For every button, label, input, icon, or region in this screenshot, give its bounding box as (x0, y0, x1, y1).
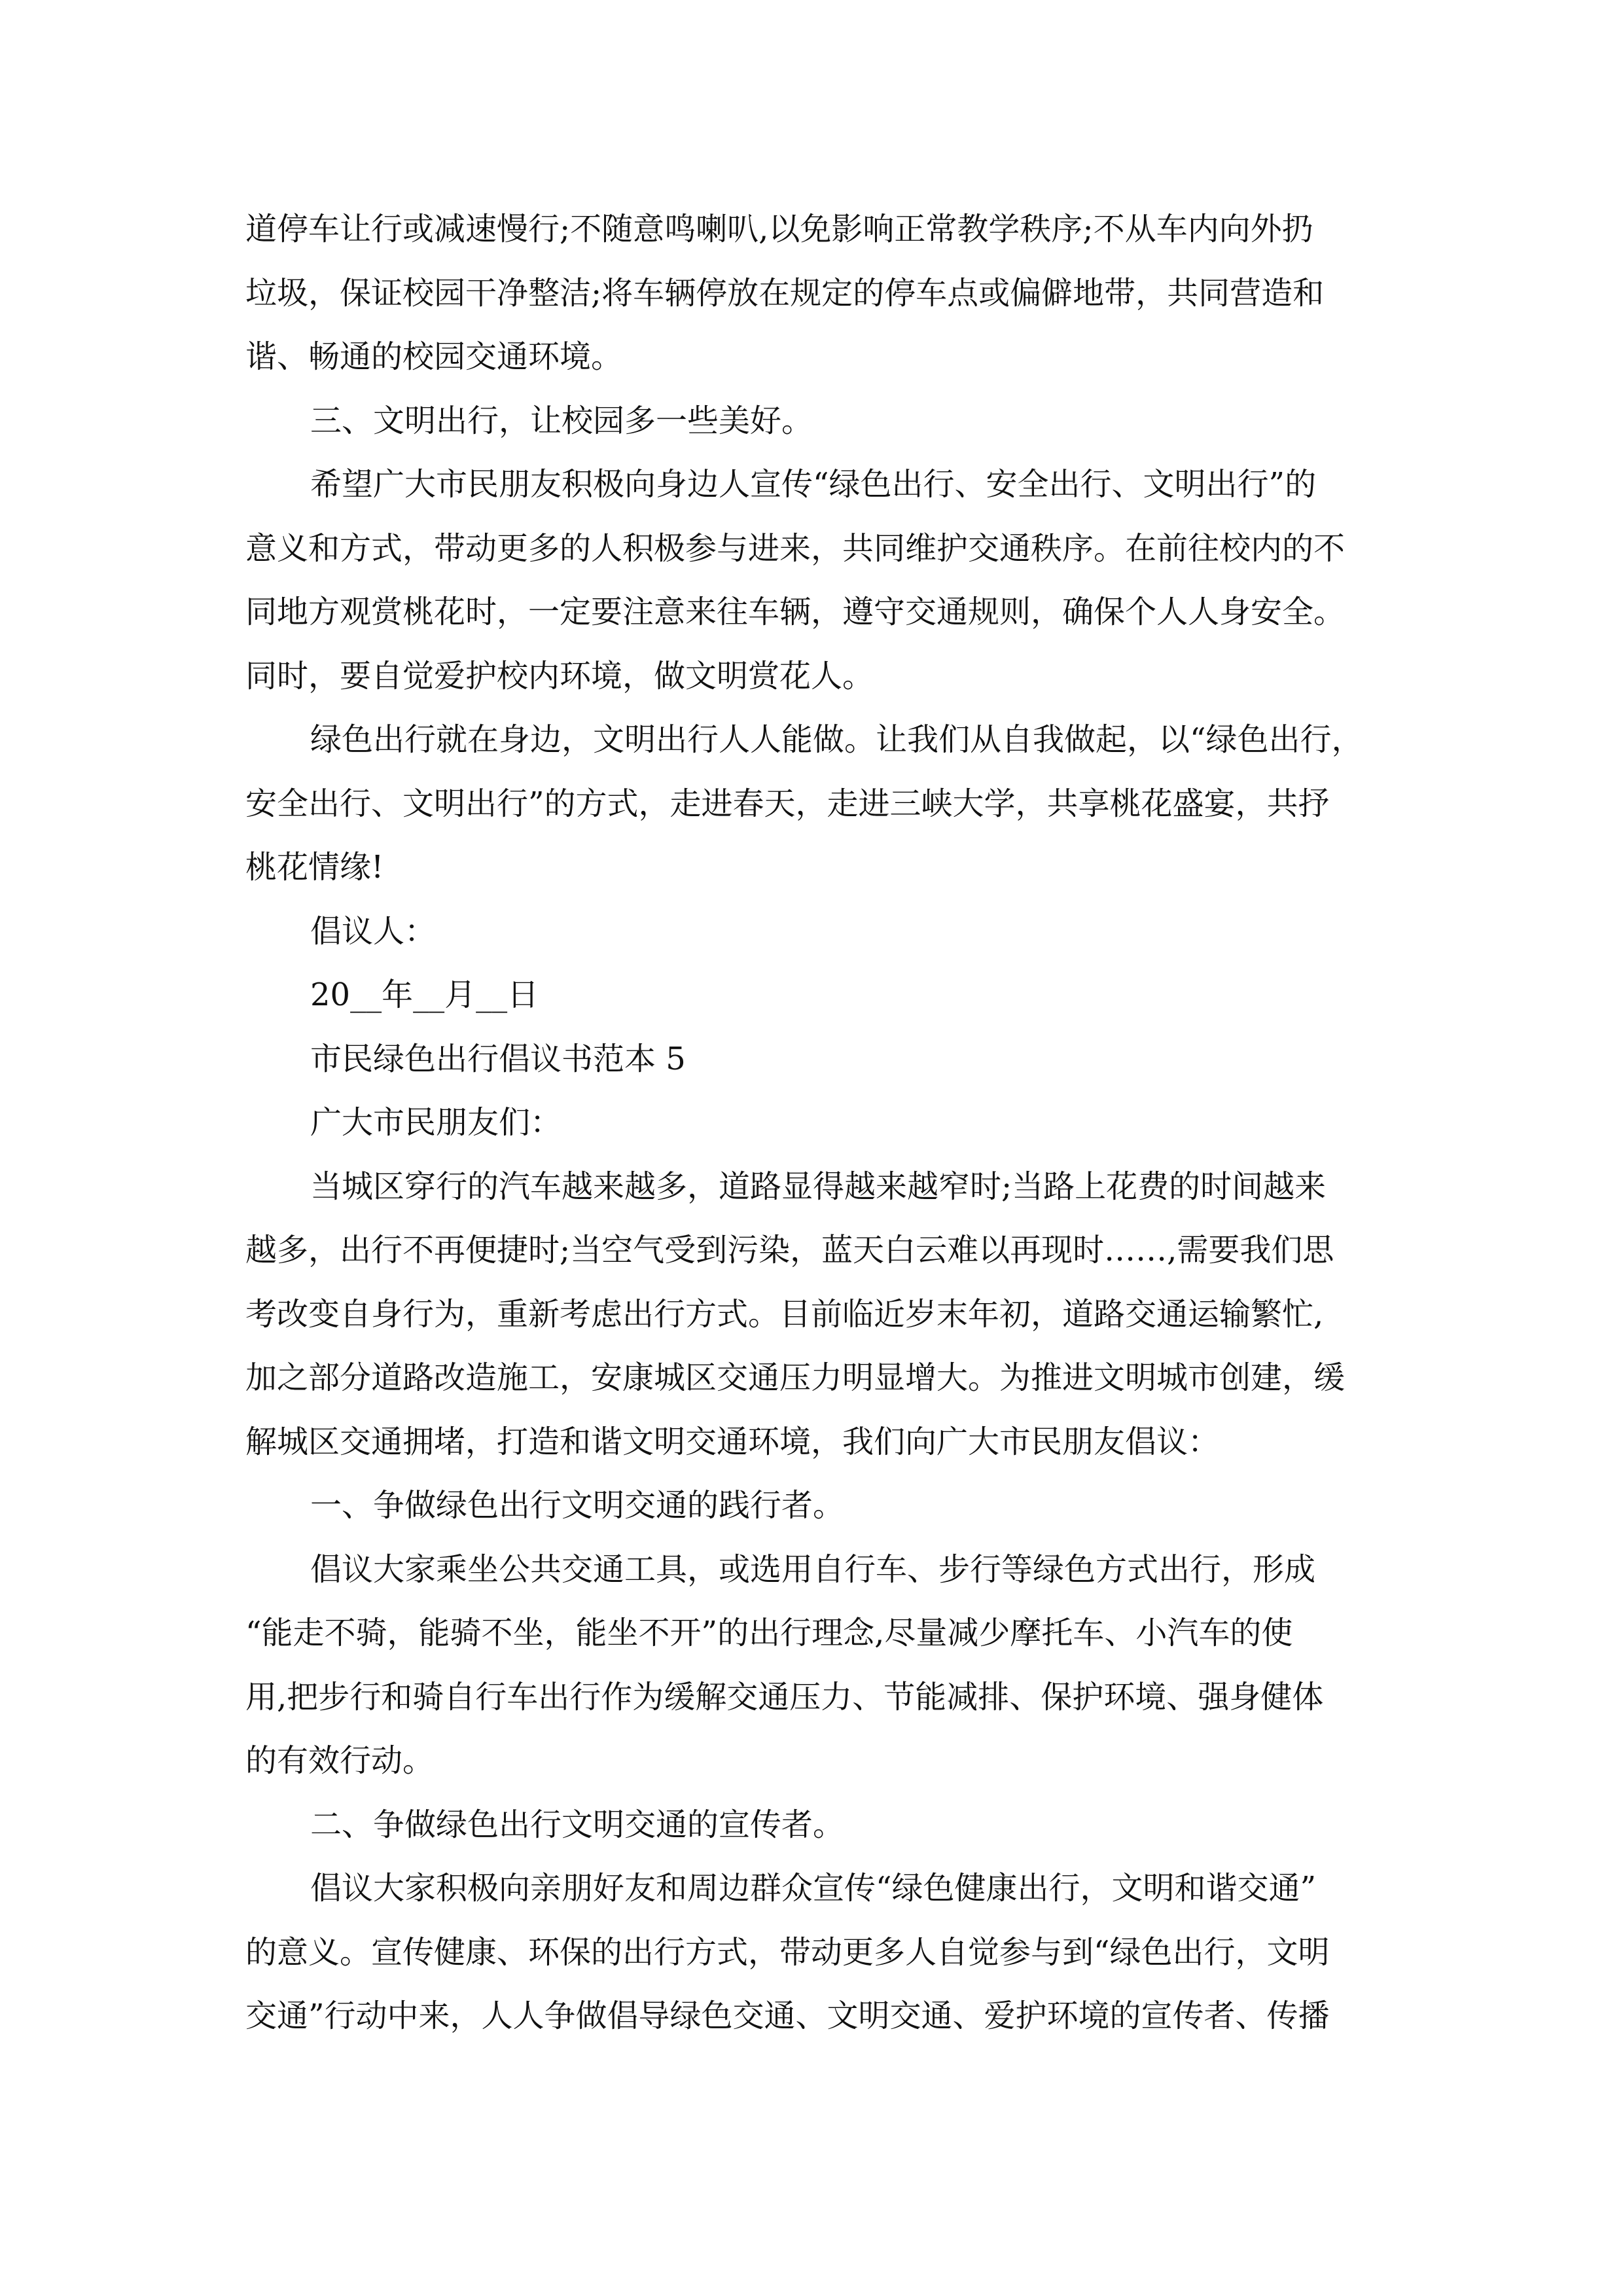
text-line: 的意义。宣传健康、环保的出行方式，带动更多人自觉参与到“绿色出行，文明 (245, 1933, 1330, 1971)
text-line: 广大市民朋友们： (310, 1104, 562, 1141)
text-line: 二、争做绿色出行文明交通的宣传者。 (310, 1806, 845, 1843)
text-line: 越多，出行不再便捷时;当空气受到污染，蓝天白云难以再现时……,需要我们思 (245, 1232, 1334, 1268)
text-line: 倡议大家乘坐公共交通工具，或选用自行车、步行等绿色方式出行，形成 (310, 1551, 1316, 1588)
text-line: 交通”行动中来，人人争做倡导绿色交通、文明交通、爱护环境的宣传者、传播 (245, 1998, 1330, 2034)
text-line: 考改变自身行为，重新考虑出行方式。目前临近岁末年初，道路交通运输繁忙, (245, 1295, 1324, 1333)
text-line: 同时，要自觉爱护校内环境，做文明赏花人。 (245, 657, 874, 694)
text-line: 20__年__月__日 (310, 977, 539, 1013)
text-line: 安全出行、文明出行”的方式，走进春天，走进三峡大学，共享桃花盛宴，共抒 (245, 785, 1330, 822)
text-line: “能走不骑，能骑不坐，能坐不开”的出行理念,尽量减少摩托车、小汽车的使 (245, 1615, 1293, 1651)
text-line: 的有效行动。 (245, 1742, 435, 1779)
text-line: 加之部分道路改造施工，安康城区交通压力明显增大。为推进文明城市创建，缓 (245, 1359, 1346, 1396)
text-line: 希望广大市民朋友积极向身边人宣传“绿色出行、安全出行、文明出行”的 (310, 466, 1317, 503)
document-body (245, 198, 1397, 2049)
text-line: 意义和方式，带动更多的人积极参与进来，共同维护交通秩序。在前往校内的不 (245, 529, 1346, 567)
text-line: 倡议大家积极向亲朋好友和周边群众宣传“绿色健康出行，文明和谐交通” (310, 1870, 1317, 1907)
text-line: 垃圾，保证校园干净整洁;将车辆停放在规定的停车点或偏僻地带，共同营造和 (245, 274, 1325, 312)
text-line: 解城区交通拥堵，打造和谐文明交通环境，我们向广大市民朋友倡议： (245, 1423, 1220, 1460)
text-line: 倡议人： (310, 912, 437, 950)
text-line: 同地方观赏桃花时，一定要注意来往车辆，遵守交通规则，确保个人人身安全。 (245, 594, 1346, 630)
text-line: 一、争做绿色出行文明交通的践行者。 (310, 1487, 845, 1524)
text-line: 用,把步行和骑自行车出行作为缓解交通压力、节能减排、保护环境、强身健体 (245, 1678, 1324, 1715)
text-line: 桃花情缘! (245, 849, 384, 886)
text-line: 绿色出行就在身边，文明出行人人能做。让我们从自我做起，以“绿色出行， (310, 721, 1363, 758)
text-line: 谐、畅通的校园交通环境。 (245, 338, 623, 375)
text-line: 市民绿色出行倡议书范本 5 (310, 1040, 686, 1077)
text-line: 三、文明出行，让校园多一些美好。 (310, 402, 813, 439)
text-line: 道停车让行或减速慢行;不随意鸣喇叭,以免影响正常教学秩序;不从车内向外扔 (245, 211, 1313, 247)
text-line: 当城区穿行的汽车越来越多，道路显得越来越窄时;当路上花费的时间越来 (310, 1168, 1327, 1205)
